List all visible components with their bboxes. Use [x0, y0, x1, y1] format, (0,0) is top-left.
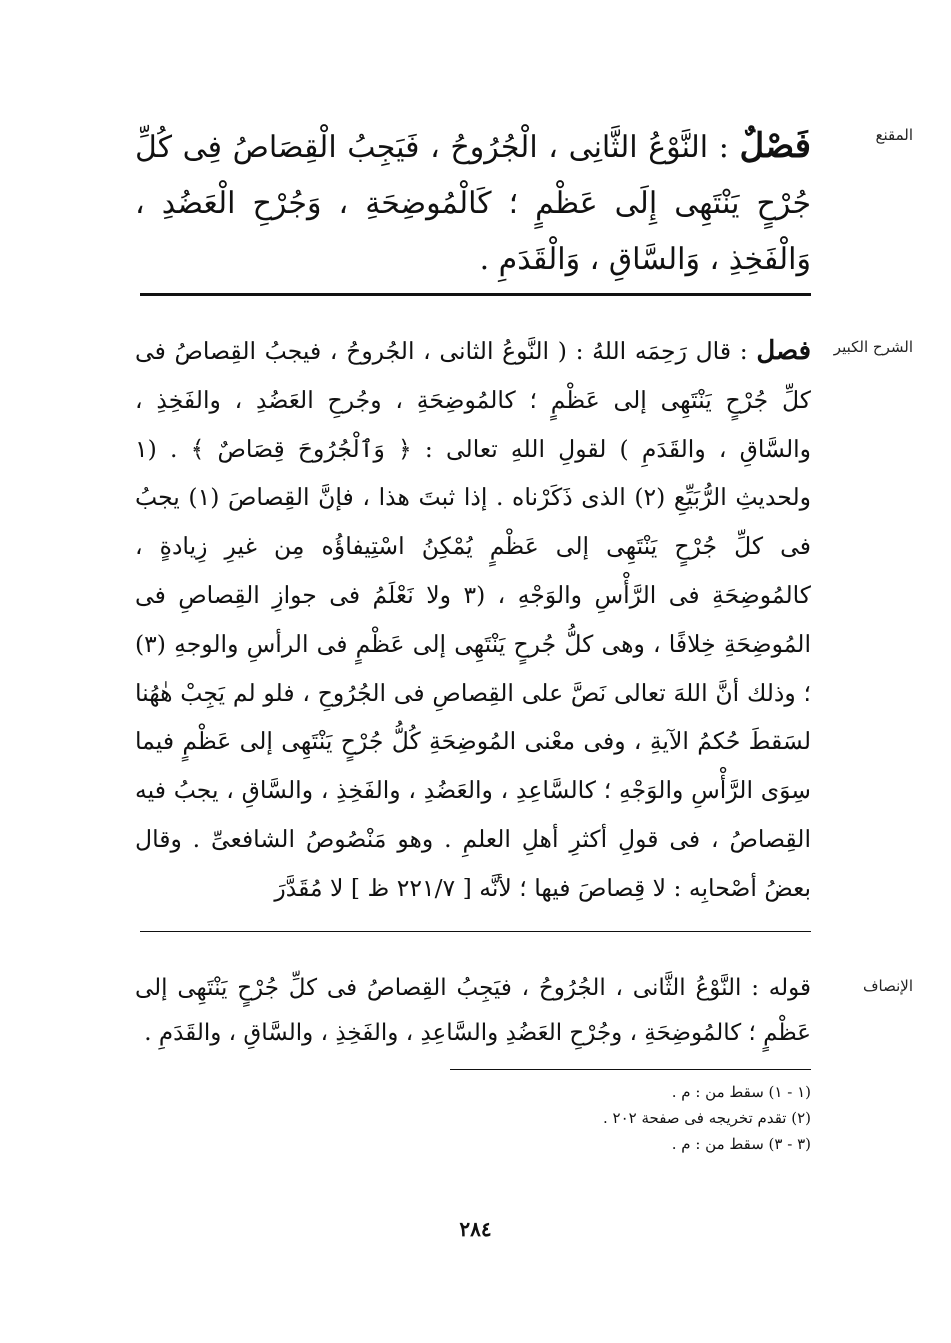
muqni-text: : النَّوْعُ الثَّانِى ، الْجُرُوحُ ، فَيَجِبُ الْقِصَاصُ فِى كُلِّ جُرْحٍ يَنْتَهِى إِلَى عَظْمٍ ؛ كَالْمُوضِحَةِ ، وَجُرْحِ الْعَضُدِ ، وَالْفَخِذِ ، وَالسَّاقِ ، وَالْقَدَمِ .: [135, 130, 811, 277]
sharh-section: [135, 327, 811, 913]
muqni-paragraph: [135, 118, 811, 288]
muqni-lead: فَصْلٌ: [739, 126, 811, 166]
footnote: (١ - ١) سقط من : م .: [671, 1083, 811, 1101]
muqni-section: [135, 118, 811, 288]
footnotes: [450, 1079, 811, 1157]
section-divider-thick: [140, 293, 811, 296]
insaf-label: الإنصاف: [862, 977, 913, 995]
page-number: ٢٨٤: [459, 1217, 492, 1241]
footnote: (٣ - ٣) سقط من : م .: [671, 1135, 811, 1153]
footnote: (٢) تقدم تخريجه فى صفحة ٢٠٢ .: [602, 1109, 811, 1127]
sharh-text: : قال رَحِمَه اللهُ : ( النَّوعُ الثانى ، الجُروحُ ، فيجبُ القِصاصُ فى كلِّ جُرْحٍ يَنْتَهِى إلى عَظْمٍ ؛ كالمُوضِحَةِ ، وجُرحِ العَضُدِ ، والفَخِذِ ، والسَّاقِ ، والقَدَمِ ) لقولِ اللهِ تعالى : ﴿ وَٱلْجُرُوحَ قِصَاصٌ ﴾ . (١ ولحديثِ الرُّبَيِّعِ (٢) الذى ذَكَرْناه . إذا ثبتَ هذا ، فإنَّ القِصاصَ (١) يجبُ فى كلِّ جُرْحٍ يَنْتَهِى إلى عَظْمٍ يُمْكِنُ اسْتِيفاؤُه مِن غيرِ زِيادةٍ ، كالمُوضِحَةِ فى الرَّأْسِ والوَجْهِ ، (٣ ولا نَعْلَمُ فى جوازِ القِصاصِ فى المُوضِحَةِ خِلافًا ، وهى كلُّ جُرحٍ يَنْتَهِى إلى عَظْمٍ فى الرأسِ والوجهِ (٣) ؛ وذلك أنَّ اللهَ تعالى نَصَّ على القِصاصِ فى الجُرُوحِ ، فلو لم يَجِبْ هٰهُنا لسَقطَ حُكمُ الآيةِ ، وفى معْنى المُوضِحَةِ كُلُّ جُرْحٍ يَنْتَهِى إلى عَظْمٍ فيما سِوَى الرَّأْسِ والوَجْهِ ؛ كالسَّاعِدِ ، والعَضُدِ ، والفَخِذِ ، والسَّاقِ ، يجبُ فيه القِصاصُ ، فى قولِ أكثرِ أهلِ العلمِ . وهو مَنْصُوصُ الشافعىِّ . وقال بعضُ أصْحابِه : لا قِصاصَ فيها ؛ لأنَّه [ ٢٢١/٧ ظ ] لا مُقَدَّرَ: [135, 337, 811, 902]
footnote-divider: [450, 1069, 811, 1070]
insaf-paragraph: قوله : النَّوْعُ الثَّانى ، الجُرُوحُ ، فيَجِبُ القِصاصُ فى كلِّ جُرْحٍ يَنْتَهِى إلى عَظْمٍ ؛ كالمُوضِحَةِ ، وجُرْحِ العَضُدِ والسَّاعِدِ ، والفَخِذِ ، والسَّاقِ ، والقَدَمِ .: [135, 975, 811, 1046]
sharh-lead: فصل: [756, 336, 811, 366]
muqni-label: المقنع: [875, 126, 913, 144]
section-divider: [140, 931, 811, 932]
sharh-paragraph: [135, 327, 811, 913]
sharh-label: الشرح الكبير: [833, 338, 913, 356]
insaf-section: [135, 966, 811, 1056]
